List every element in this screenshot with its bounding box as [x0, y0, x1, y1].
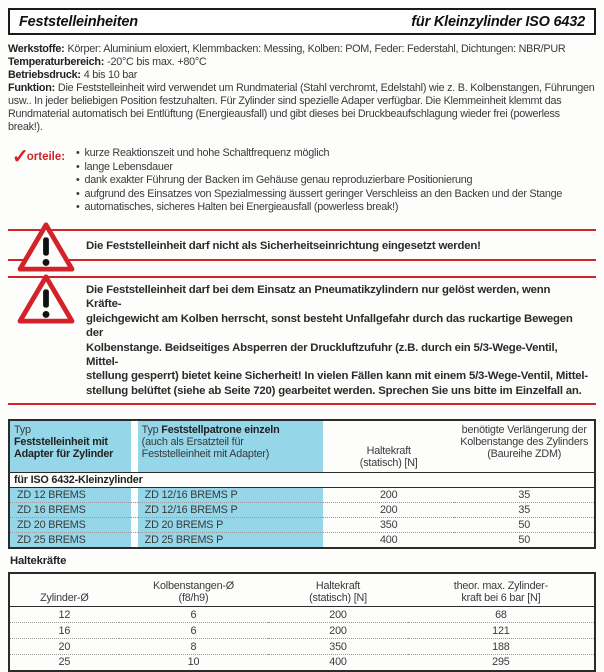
header-line [142, 424, 319, 436]
cell-haltekraft: 200 [323, 487, 454, 502]
table-row [9, 639, 595, 655]
checkmark-icon: ✓ [12, 146, 29, 168]
cell-zylinder: 20 [9, 639, 119, 655]
cell-verlaengerung: 35 [454, 487, 595, 502]
cell-haltekraft: 350 [268, 639, 408, 655]
warning-line: stellung gesperrt) bietet keine Sicherheit! In vielen Fällen kann mit einem 5/3-Wege-Ventil, Mittel- [86, 370, 588, 383]
cell-kolbenstange: 6 [119, 607, 269, 623]
cell-zylinderkraft: 68 [408, 607, 595, 623]
header-line: Adapter für Zylinder [14, 448, 114, 461]
specs-section [8, 43, 596, 134]
cell-kolbenstange: 8 [119, 639, 269, 655]
cell-kolbenstange: 6 [119, 623, 269, 639]
column-gutter [131, 502, 138, 517]
cell-typ: ZD 20 BREMS [9, 517, 131, 532]
header-line: (auch als Ersatzteil für [141, 436, 244, 449]
spec-funktion [8, 82, 596, 134]
header-text: Typ [141, 424, 159, 437]
table-row [9, 532, 595, 548]
cell-patrone: ZD 20 BREMS P [138, 517, 323, 532]
list-item: • kurze Reaktionszeit und hohe Schaltfrequenz möglich [76, 147, 562, 161]
cell-haltekraft: 350 [323, 517, 454, 532]
header-zylinderkraft [408, 573, 595, 607]
header-line: (statisch) [N] [309, 592, 367, 605]
cell-haltekraft: 200 [268, 607, 408, 623]
section-label: für ISO 6432-Kleinzylinder [9, 472, 595, 487]
warning-line: gleichgewicht am Kolben herrscht, sonst besteht Unfallgefahr durch das ruckartige Bewegen der [86, 312, 573, 340]
table-row [9, 517, 595, 532]
table-row [9, 655, 595, 671]
vorteile-label-wrap [8, 147, 68, 215]
spec-text: 4 bis 10 bar [83, 69, 138, 81]
cell-zylinderkraft: 188 [408, 639, 595, 655]
cell-verlaengerung: 35 [454, 502, 595, 517]
table-header-row [9, 420, 595, 472]
header-line: Kolbenstangen-Ø [152, 580, 234, 593]
spec-text: -20°C bis max. +80°C [107, 56, 207, 68]
lock-unit-table [8, 419, 596, 549]
cell-patrone: ZD 12/16 BREMS P [138, 487, 323, 502]
header-line: (statisch) [N] [359, 456, 418, 469]
vorteile-section [8, 147, 596, 215]
cell-zylinderkraft: 295 [408, 655, 595, 671]
page-subtitle: für Kleinzylinder ISO 6432 [411, 13, 585, 30]
haltekraefte-heading: Haltekräfte [10, 554, 67, 567]
list-item: • automatisches, sicheres Halten bei Energieausfall (powerless break!) [76, 201, 562, 215]
page-title: Feststelleinheiten [19, 13, 138, 30]
header-typ-feststellpatrone [138, 420, 323, 472]
list-item: • dank exakter Führung der Backen im Gehäuse genau reproduzierbare Positionierung [76, 174, 562, 188]
column-gutter [131, 517, 138, 532]
header-line: theor. max. Zylinder- [453, 580, 548, 593]
header-haltekraft [323, 420, 454, 472]
cell-patrone: ZD 25 BREMS P [138, 532, 323, 548]
warning-line: stellung belüftet (siehe ab Seite 720) gearbeitet werden. Sprechen Sie uns bitte im Einzelfall an. [86, 384, 582, 397]
holding-force-table [8, 572, 596, 672]
cell-typ: ZD 16 BREMS [9, 502, 131, 517]
warning-line: Kolbenstange. Beidseitiges Absperren der Druckluftzufuhr (z.B. durch ein 5/3-Wege-Ventil, Mittel- [86, 341, 558, 368]
spec-label: Temperaturbereich: [8, 56, 105, 68]
warning-line: Die Feststelleinheit darf bei dem Einsatz an Pneumatikzylindern nur gelöst werden, wenn Kräfte- [86, 283, 551, 311]
header-typ-feststelleinheit [9, 420, 131, 472]
cell-haltekraft: 400 [268, 655, 408, 671]
table-section-row [9, 472, 595, 487]
cell-zylinder: 25 [9, 655, 119, 671]
header-haltekraft [268, 573, 408, 607]
vorteile-label: orteile: [26, 151, 66, 163]
cell-haltekraft: 400 [323, 532, 454, 548]
header-line: Typ [14, 424, 31, 437]
header-kolbenstangen [119, 573, 269, 607]
header-line: (f8/h9) [178, 592, 209, 605]
cell-kolbenstange: 10 [119, 655, 269, 671]
list-item: • lange Lebensdauer [76, 161, 562, 175]
spec-text: Die Feststelleinheit wird verwendet um Rundmaterial (Stahl verchromt, Edelstahl) wie z. B. Kolbenstangen, Führungen usw.. In jeder beliebigen Position festzuhalten. Für Zylinder sind spezielle Adaper verfügbar. Die Klemmeinheit klemmt das Rundmaterial automatisch bei Entlüftung (Energieausfall) und gibt dieses bei Druckbeaufschlagung wieder frei (powerless break!). [8, 82, 595, 133]
column-gutter [131, 420, 138, 472]
cell-zylinderkraft: 121 [408, 623, 595, 639]
column-gutter [131, 487, 138, 502]
spec-werkstoffe [8, 43, 596, 56]
header-line: Zylinder-Ø [40, 592, 89, 605]
spec-label: Betriebsdruck: [8, 69, 81, 81]
table-row [9, 502, 595, 517]
spec-label: Werkstoffe: [8, 43, 65, 55]
cell-verlaengerung: 50 [454, 517, 595, 532]
cell-verlaengerung: 50 [454, 532, 595, 548]
cell-zylinder: 12 [9, 607, 119, 623]
header-line: Kolbenstange des Zylinders [460, 436, 589, 449]
header-line: Haltekraft [315, 580, 361, 593]
spec-text: Körper: Aluminium eloxiert, Klemmbacken: Messing, Kolben: POM, Feder: Federstahl, Dichtungen: NBR/PUR [67, 43, 566, 55]
cell-haltekraft: 200 [323, 502, 454, 517]
vorteile-list [76, 147, 562, 215]
warning-line: Die Feststelleinheit darf nicht als Sicherheitseinrichtung eingesetzt werden! [86, 239, 481, 252]
header-verlaengerung [454, 420, 595, 472]
header-text: Feststellpatrone einzeln [161, 424, 280, 437]
header-line: kraft bei 6 bar [N] [461, 592, 541, 605]
table-row [9, 623, 595, 639]
header-line: benötigte Verlängerung der [461, 424, 587, 437]
header-line: (Baureihe ZDM) [487, 448, 562, 461]
table-row [9, 607, 595, 623]
cell-haltekraft: 200 [268, 623, 408, 639]
warning-triangle-icon [17, 273, 75, 325]
header-zylinder [9, 573, 119, 607]
cell-patrone: ZD 12/16 BREMS P [138, 502, 323, 517]
warning-triangle-icon [17, 221, 75, 273]
list-item: • aufgrund des Einsatzes von Spezialmessing äussert geringer Verschleiss an den Backen und der Stange [76, 188, 562, 202]
header-line: Haltekraft [366, 444, 411, 457]
cell-zylinder: 16 [9, 623, 119, 639]
column-gutter [131, 532, 138, 548]
warning-text [86, 283, 588, 398]
spec-temperaturbereich [8, 56, 596, 69]
spec-betriebsdruck [8, 69, 596, 82]
cell-typ: ZD 12 BREMS [9, 487, 131, 502]
page-header-bar [8, 8, 596, 35]
warning-box-1 [8, 229, 596, 261]
table-row [9, 487, 595, 502]
spec-label: Funktion: [8, 82, 55, 94]
warning-text [86, 236, 588, 254]
table-header-row [9, 573, 595, 607]
header-line: Feststelleinheit mit [14, 436, 108, 449]
warning-box-2 [8, 276, 596, 405]
header-line: Feststelleinheit mit Adapter) [141, 448, 270, 461]
cell-typ: ZD 25 BREMS [9, 532, 131, 548]
